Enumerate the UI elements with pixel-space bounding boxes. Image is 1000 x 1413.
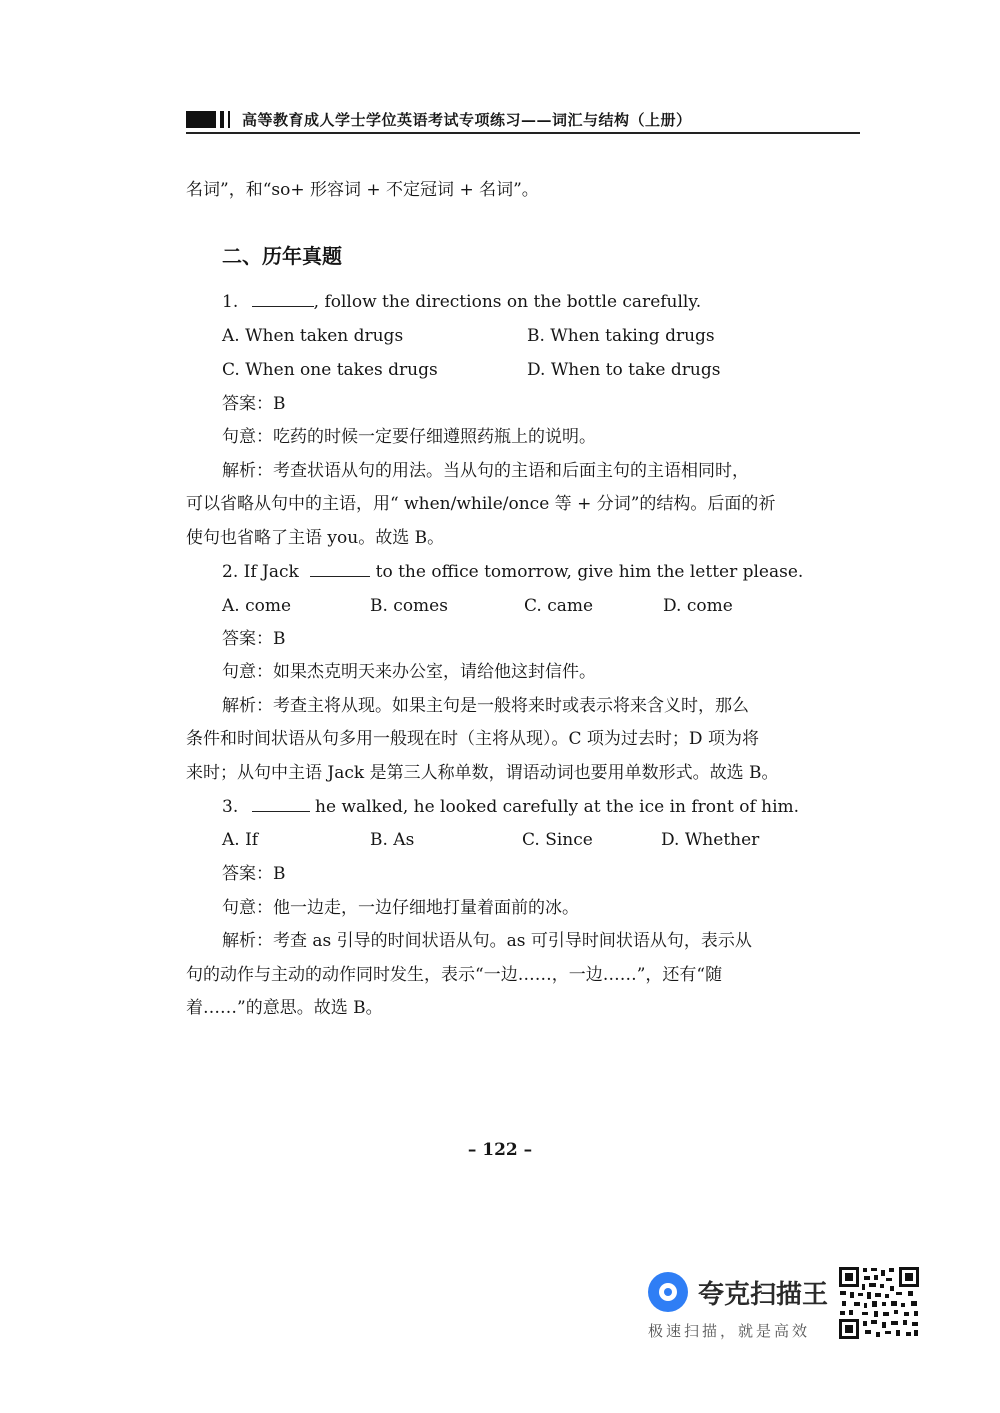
analysis-line: 使句也省略了主语 you。故选 B。	[186, 528, 445, 548]
option-b: B. comes	[370, 596, 448, 616]
option-a: A. If	[222, 830, 259, 850]
option-a: A. come	[222, 596, 292, 616]
option-c: C. came	[524, 596, 594, 616]
meaning-line: 句意：他一边走，一边仔细地打量着面前的冰。	[222, 898, 579, 918]
stem-text: 2. If Jack	[222, 562, 299, 582]
option-c: C. Since	[522, 830, 593, 850]
question-number: 1.	[222, 292, 239, 312]
analysis-line: 解析：考查主将从现。如果主句是一般将来时或表示将来含义时，那么	[222, 696, 749, 716]
header-bar-mark-thin	[228, 111, 230, 128]
meaning-line: 句意：吃药的时候一定要仔细遵照药瓶上的说明。	[222, 427, 596, 447]
header-block-mark	[186, 111, 216, 128]
analysis-line: 解析：考查状语从句的用法。当从句的主语和后面主句的主语相同时，	[222, 461, 749, 481]
meaning-line: 句意：如果杰克明天来办公室，请给他这封信件。	[222, 662, 596, 682]
header-bar-mark	[220, 111, 224, 128]
option-d: D. come	[663, 596, 733, 616]
watermark-brand: 夸克扫描王	[698, 1280, 829, 1310]
answer-line: 答案：B	[222, 629, 286, 649]
page-number: – 122 –	[467, 1140, 533, 1160]
option-b: B. When taking drugs	[527, 326, 715, 346]
qr-code-icon	[838, 1266, 920, 1340]
question-3-stem	[222, 795, 799, 819]
header-rule	[186, 132, 860, 134]
section-title: 二、历年真题	[222, 244, 342, 268]
question-number: 3.	[222, 797, 239, 817]
running-header	[186, 108, 860, 132]
answer-line: 答案：B	[222, 864, 286, 884]
analysis-line: 句的动作与主动的动作同时发生，表示“一边……，一边……”，还有“随	[186, 965, 723, 985]
answer-blank	[310, 562, 370, 577]
answer-blank	[252, 292, 314, 307]
answer-blank	[252, 797, 310, 812]
stem-text: he walked, he looked carefully at the ice in front of him.	[309, 797, 800, 817]
analysis-line: 来时；从句中主语 Jack 是第三人称单数，谓语动词也要用单数形式。故选 B。	[186, 763, 779, 783]
answer-line: 答案：B	[222, 394, 286, 414]
option-c: C. When one takes drugs	[222, 360, 438, 380]
stem-text: , follow the directions on the bottle carefully.	[313, 292, 702, 312]
intro-line: 名词”，和“so+ 形容词 + 不定冠词 + 名词”。	[186, 180, 539, 200]
question-2-stem	[222, 560, 803, 584]
quark-logo-icon	[648, 1272, 688, 1312]
option-a: A. When taken drugs	[222, 326, 404, 346]
header-title: 高等教育成人学士学位英语考试专项练习——词汇与结构（上册）	[242, 111, 692, 129]
option-b: B. As	[370, 830, 415, 850]
analysis-line: 解析：考查 as 引导的时间状语从句。as 可引导时间状语从句，表示从	[222, 931, 752, 951]
analysis-line: 着……”的意思。故选 B。	[186, 998, 383, 1018]
option-d: D. When to take drugs	[527, 360, 721, 380]
stem-text: to the office tomorrow, give him the letter please.	[370, 562, 804, 582]
option-d: D. Whether	[661, 830, 760, 850]
analysis-line: 可以省略从句中的主语，用“ when/while/once 等 + 分词”的结构。后面的祈	[186, 494, 776, 514]
analysis-line: 条件和时间状语从句多用一般现在时（主将从现）。C 项为过去时；D 项为将	[186, 729, 759, 749]
question-1-stem	[222, 290, 701, 314]
watermark-slogan: 极速扫描，就是高效	[648, 1322, 811, 1340]
